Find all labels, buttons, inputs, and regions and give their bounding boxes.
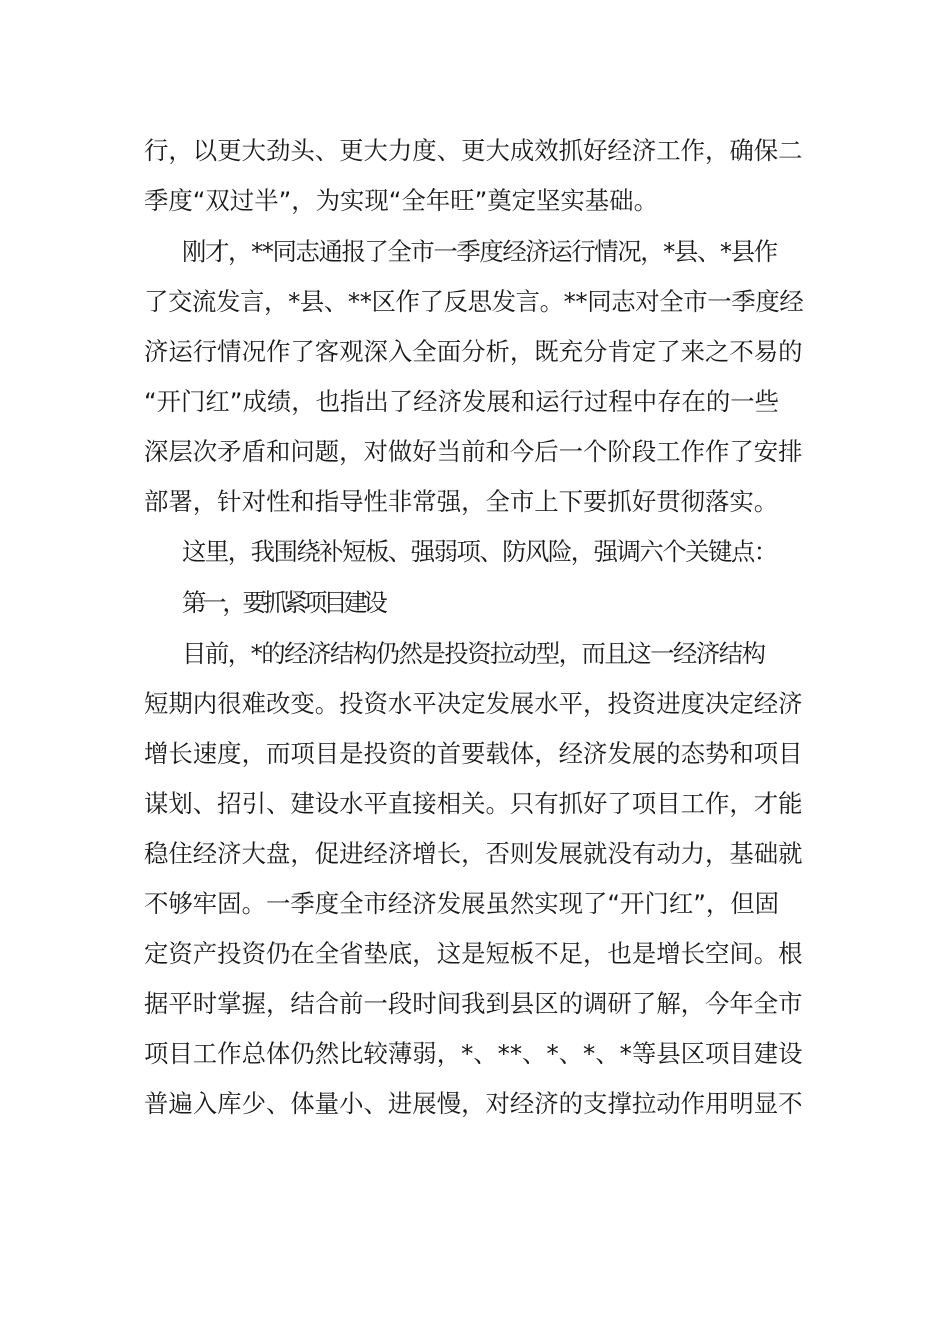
text-line: 增长速度，而项目是投资的首要载体，经济发展的态势和项目 [144, 739, 803, 768]
text-line: 不够牢固。一季度全市经济发展虽然实现了“开门红”，但固 [144, 889, 780, 918]
text-line: 部署，针对性和指导性非常强，全市上下要抓好贯彻落实。 [144, 487, 779, 516]
text-line: 项目工作总体仍然比较薄弱，*、**、*、*、*等县区项目建设 [144, 1039, 803, 1068]
text-line: 行，以更大劲头、更大力度、更大成效抓好经济工作，确保二 [144, 136, 803, 165]
text-line: 了交流发言，*县、**区作了反思发言。**同志对全市一季度经 [144, 287, 804, 316]
text-line: 深层次矛盾和问题，对做好当前和今后一个阶段工作作了安排 [144, 437, 803, 466]
text-line: 普遍入库少、体量小、进展慢，对经济的支撑拉动作用明显不 [144, 1089, 803, 1118]
text-line: 季度“双过半”，为实现“全年旺”奠定坚实基础。 [144, 186, 658, 215]
text-line: 稳住经济大盘，促进经济增长，否则发展就没有动力，基础就 [144, 839, 803, 868]
text-line: 短期内很难改变。投资水平决定发展水平，投资进度决定经济 [144, 689, 803, 718]
text-line: 定资产投资仍在全省垫底，这是短板不足，也是增长空间。根 [144, 939, 803, 968]
text-line: 谋划、招引、建设水平直接相关。只有抓好了项目工作，才能 [144, 789, 803, 818]
text-line: 济运行情况作了客观深入全面分析，既充分肯定了来之不易的 [144, 337, 803, 366]
section-heading: 第一，要抓紧项目建设 [182, 588, 384, 617]
text-line: “开门红”成绩，也指出了经济发展和运行过程中存在的一些 [144, 387, 780, 416]
paragraph-first-line: 这里，我围绕补短板、强弱项、防风险，强调六个关键点： [182, 537, 777, 566]
text-line: 据平时掌握，结合前一段时间我到县区的调研了解，今年全市 [144, 989, 803, 1018]
paragraph-first-line: 刚才，**同志通报了全市一季度经济运行情况，*县、*县作 [182, 237, 777, 266]
paragraph-first-line: 目前，*的经济结构仍然是投资拉动型，而且这一经济结构 [182, 639, 765, 668]
